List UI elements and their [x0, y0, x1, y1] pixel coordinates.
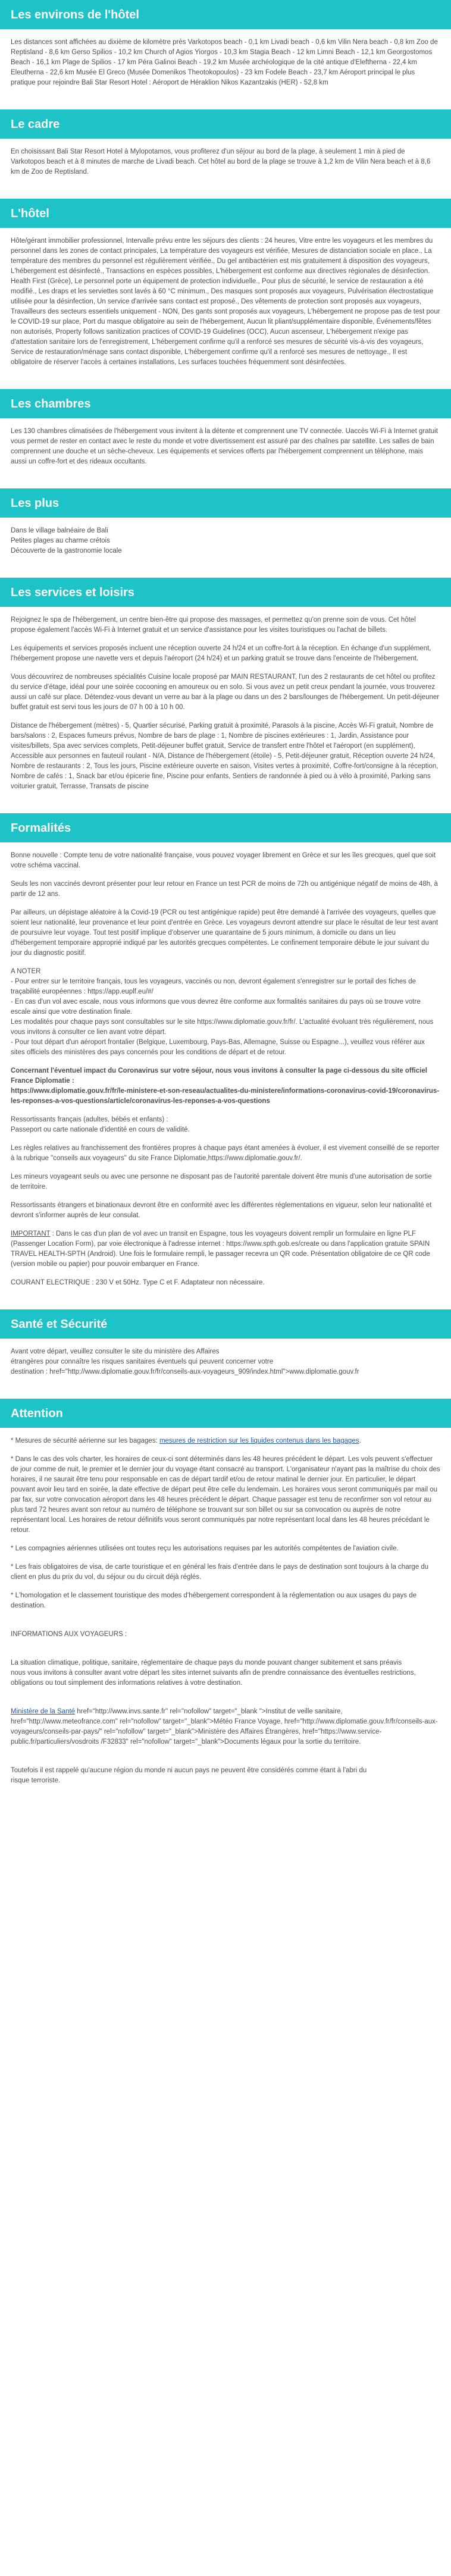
section-text: En choisissant Bali Star Resort Hotel à Mylopotamos, vous profiterez d'un séjour au bord de la plage, à seulement 1 min à pied de Varkotopos beach et à 8 minutes de marche de Livadi beach. Cet hôtel au bord de la plage se trouve à 1,2 km de Vilin Nera beach et à 8,6 km de Zoo de Reptisland. [11, 148, 431, 176]
section-title: Les plus [0, 488, 451, 518]
section-paragraph: Ressortissants étrangers et binationaux devront être en conformité avec les différentes réglementations en vigueur, selon leur nationalité et devront s'informer auprès de leur consulat. [11, 1202, 432, 1219]
section-paragraph: Les mineurs voyageant seuls ou avec une personne ne disposant pas de l'autorité parentale doivent être munis d'une autorisation de sortie de territoire. [11, 1173, 432, 1190]
section-text: Hôte/gérant immobilier professionnel, Intervalle prévu entre les séjours des clients : 24 heures, Vitre entre les voyageurs et les membres du personnel dans les zones de contact principales, La température des voyageurs est vérifiée, Mesures de distanciation sociale en place., La température des membres du personnel est régulièrement vérifiée., Du gel antibactérien est mis gratuitement à disposition des voyageurs, L'hébergement est désinfecté., Transactions en espèces possibles, L'hébergement est conforme aux directives régionales de désinfection. Health First (Grèce), Le personnel porte un équipement de protection individuelle., Pour plus de sécurité, le service de restauration a été modifié., Les draps et les serviettes sont lavés à 60 °C minimum., Des masques sont proposés aux voyageurs, Pulvérisation électrostatique utilisée pour la désinfection, Un service d'arrivée sans contact est proposé., Des vêtements de protection sont proposés aux voyageurs, Travailleurs des secteurs essentiels uniquement - NON, Des gants sont proposés aux voyageurs, L'hébergement ne propose pas de test pour le COVID-19 sur place, Port du masque obligatoire au sein de l'hébergement, Aucun lit pliant/supplémentaire disponible, Événements/fêtes non autorisés, Property follows sanitization practices of COVID-19 Guidelines (OCC), Aucun ascenseur, L'hébergement n'exige pas d'attestation sanitaire lors de l'enregistrement, L'hébergement confirme qu'il a renforcé ses mesures de sécurité vis-à-vis des voyageurs, Service de restauration/ménage sans contact disponible, L'hébergement confirme qu'il a renforcé ses mesures de nettoyage., Il est obligatoire de réserver l'accès à certaines installations, Les surfaces touchées fréquemment sont désinfectées. [11, 237, 440, 366]
section-text: Les distances sont affichées au dixième de kilomètre près Varkotopos beach - 0,1 km Livadi beach - 0,6 km Vilin Nera beach - 0,8 km Zoo de Reptisland - 8,6 km Gerso Spilios - 10,2 km Church of Agios Yiorgos - 10,3 km Stagia Beach - 12 km Limni Beach - 12,1 km Georgostomos Beach - 16,1 km Plage de Spilios - 17 km Péra Galinoi Beach - 19,2 km Musée archéologique de la cité antique d'Eleftherna - 22,4 km Eleutherna - 22,6 km Musée El Greco (Musée Domenikos Theotokopoulos) - 23 km Fodele Beach - 23,7 km Aéroport principal le plus pratique pour rejoindre Bali Star Resort Hotel : Aéroport de Héraklion Nikos Kazantzakis (HER) - 52,8 km [11, 39, 438, 86]
final-line: risque terroriste. [11, 1777, 61, 1784]
section-hotel [0, 199, 451, 387]
sante-line: Avant votre départ, veuillez consulter le site du ministère des Affaires [11, 1348, 220, 1355]
info-line: nous vous invitons à consulter avant votre départ les sites internet suivants afin de prendre connaissance des éventuelles restrictions, obligations ou tout simplement des informations relatives à votre destination. [11, 1669, 416, 1687]
note-item: - En cas d'un vol avec escale, nous vous informons que vous devrez être conforme aux formalités sanitaires du pays où se trouve votre escale ainsi que votre destination finale. [11, 998, 421, 1016]
links-text: href="http://www.invs.sante.fr" rel="nofollow" target="_blank ">Institut de veille sanitaire, href="http://www.meteofrance.com" rel="nofollow" target="_blank">Météo France Voyage, href="http://www.diplomatie.gouv.fr/fr/conseils-aux-voyageurs/conseils-par-pays/" rel="nofollow" target="_blank">Ministère des Affaires Étrangères, href="https://www.service-public.fr/particuliers/vosdroits /F32833" rel="nofollow" target="_blank">Documents légaux pour la sortie du territoire. [11, 1708, 438, 1745]
section-plus [0, 488, 451, 575]
section-title: Formalités [0, 813, 451, 842]
section-title: Attention [0, 1399, 451, 1428]
section-cadre [0, 109, 451, 196]
sante-line: destination : href="http://www.diplomatie.gouv.fr/fr/conseils-aux-voyageurs_909/index.html">www.diplomatie.gouv.fr [11, 1368, 359, 1375]
note-item: Les modalités pour chaque pays sont consultables sur le site https://www.diplomatie.gouv.fr/fr/. L'actualité évoluant très régulièrement, nous vous invitons à consulter ce lien avant votre départ. [11, 1019, 434, 1036]
important-label: IMPORTANT [11, 1230, 51, 1237]
section-paragraph: Les règles relatives au franchissement des frontières propres à chaque pays étant amenées à évoluer, il est vivement conseillé de se reporter à la rubrique "conseils aux voyageurs" du site France Diplomatie,https://www.diplomatie.gouv.fr/. [11, 1145, 440, 1162]
section-attention [0, 1399, 451, 1805]
section-paragraph: Les équipements et services proposés incluent une réception ouverte 24 h/24 et un coffre-fort à la réception. En échange d'un supplément, l'hébergement propose une navette vers et depuis l'aéroport (24 h/24) et un parking gratuit se trouve dans l'enceinte de l'hébergement. [11, 645, 431, 662]
list-item: Découverte de la gastronomie locale [11, 547, 122, 554]
courant-electrique: COURANT ELECTRIQUE : 230 V et 50Hz. Type C et F. Adaptateur non nécessaire. [11, 1279, 265, 1286]
section-paragraph: Seuls les non vaccinés devront présenter pour leur retour en France un test PCR de moins de 72h ou antigénique négatif de moins de 48h, à partir de 12 ans. [11, 880, 438, 898]
list-item: Dans le village balnéaire de Bali [11, 527, 108, 534]
ressortissants-text: Passeport ou carte nationale d'identité en cours de validité. [11, 1126, 190, 1133]
info-title: INFORMATIONS AUX VOYAGEURS : [11, 1631, 127, 1638]
note-item: - Pour entrer sur le territoire français, tous les voyageurs, vaccinés ou non, devront également s'enregistrer sur le portail des fiches de traçabilité européennes : https://app.euplf.eu/#/ [11, 978, 416, 995]
section-paragraph: Vous découvrirez de nombreuses spécialités Cuisine locale proposé par MAIN RESTAURANT, l'un des 2 restaurants de cet hôtel ou profitez du service d'étage, idéal pour une soirée cocooning en amoureux ou en solo. Si vous avez un petit creux pendant la journée, vous trouverez aussi un café sur place. Détendez-vous devant un verre au bar à la plage ou dans un des 2 bars/lounges de l'hébergement. Un petit-déjeuner buffet gratuit est servi tous les jours de 07 h 00 à 10 h 00. [11, 673, 440, 711]
section-title: Le cadre [0, 109, 451, 139]
section-paragraph: Par ailleurs, un dépistage aléatoire à la Covid-19 (PCR ou test antigénique rapide) peut être demandé à l'arrivée des voyageurs, quelles que soient leur nationalité, leur provenance et leur point d'entrée en Grèce. Les voyageurs devront attendre sur place le résultat de leur test avant de poursuivre leur voyage. Tout test positif implique d'observer une quarantaine de 5 jours minimum, à domicile ou dans un lieu d'hébergement temporaire approprié indiqué par les autorités grecques compétentes. Le confinement temporaire débute le jour suivant du jour du diagnostic positif. [11, 909, 439, 957]
note-title: A NOTER [11, 968, 41, 975]
section-paragraph: Distance de l'hébergement (mètres) - 5, Quartier sécurisé, Parking gratuit à proximité, Parasols à la piscine, Accès Wi-Fi gratuit, Nombre de bars/salons : 2, Espaces fumeurs prévus, Nombre de bars de plage : 1, Nombre de piscines extérieures : 1, Jardin, Assistance pour visites/billets, Spa avec services complets, Petit-déjeuner buffet gratuit, Service de transfert entre l'hôtel et l'aéroport (en supplément), Accessible aux personnes en fauteuil roulant - N/A, Distance de l'hébergement (étoile) - 5, Petit-déjeuner gratuit, Réception ouverte 24 h/24, Nombre de restaurants : 2, Tous les jours, Piscine extérieure ouverte en saison, Visites vertes à proximité, Coffre-fort/consigne à la réception, Nombre de cafés : 1, Snack bar et/ou épicerie fine, Piscine pour enfants, Sentiers de randonnée à pied ou à vélo à proximité, Parking sans voiturier gratuit, Terrasse, Transats de piscine [11, 722, 439, 790]
attention-paragraph: * Les compagnies aériennes utilisées ont toutes reçu les autorisations requises par les autorités compétentes de l'aviation civile. [11, 1545, 399, 1552]
list-item: Petites plages au charme crétois [11, 537, 110, 544]
section-environs [0, 0, 451, 107]
ministere-sante-link[interactable]: Ministère de la Santé [11, 1708, 76, 1715]
liquids-restriction-link[interactable]: mesures de restriction sur les liquides contenus dans les bagages [159, 1437, 359, 1444]
attention-paragraph: * Les frais obligatoires de visa, de carte touristique et en général les frais d'entrée dans le pays de destination sont toujours à la charge du client en plus du prix du vol, du séjour ou du circuit déjà réglés. [11, 1563, 429, 1581]
ressortissants-title: Ressortissants français (adultes, bébés et enfants) : [11, 1116, 168, 1123]
section-sante [0, 1309, 451, 1396]
punct: . [359, 1437, 361, 1444]
covid-link[interactable]: https://www.diplomatie.gouv.fr/fr/le-ministere-et-son-reseau/actualites-du-ministere/informations-coronavirus-covid-19/coronavirus-les-reponses-a-vos-questions/article/coronavirus-les-reponses-a-vos-questions [11, 1088, 440, 1105]
attention-paragraph: * L'homologation et le classement touristique des modes d'hébergement correspondent à la réglementation ou aux usages du pays de destination. [11, 1592, 417, 1609]
security-note: * Mesures de sécurité aérienne sur les bagages: [11, 1437, 159, 1444]
info-line: La situation climatique, politique, sanitaire, réglementaire de chaque pays du monde pouvant changer subitement et sans préavis [11, 1659, 402, 1666]
section-chambres [0, 389, 451, 486]
section-services [0, 578, 451, 811]
section-text: Les 130 chambres climatisées de l'hébergement vous invitent à la détente et comprennent une TV connectée. Uaccès Wi-Fi à Internet gratuit vous permet de rester en contact avec le reste du monde et votre divertissement est assuré par des chaînes par satellite. Les salles de bain comprennent une douche et un sèche-cheveux. Les équipements et services offerts par l'hébergement comprennent un téléphone, mais aussi un coffre-fort et des rideaux occultants. [11, 428, 438, 465]
section-title: Santé et Sécurité [0, 1309, 451, 1339]
section-title: Les environs de l'hôtel [0, 0, 451, 29]
section-title: Les chambres [0, 389, 451, 418]
section-formalites [0, 813, 451, 1307]
note-item: - Pour tout départ d'un aéroport frontalier (Belgique, Luxembourg, Pays-Bas, Allemagne, Suisse ou Espagne...), veuillez vous référer aux sites officiels des ministères des pays concernés pour les conditions de départ et de retour. [11, 1039, 425, 1056]
important-text: : Dans le cas d'un plan de vol avec un transit en Espagne, tous les voyageurs doivent remplir un formulaire en ligne PLF (Passenger Location Form), par voie électronique à l'adresse internet : https://www.spth.gob.es/create ou dans l'application gratuite SPAIN TRAVEL HEALTH-SPTH (Android). Une fois le formulaire rempli, le passager recevra un QR code. Présentation obligatoire de ce QR code (version mobile ou papier) pour pouvoir embarquer en France. [11, 1230, 430, 1268]
attention-paragraph: * Dans le cas des vols charter, les horaires de ceux-ci sont déterminés dans les 48 heures précédent le départ. Les vols peuvent s'effectuer de jour comme de nuit, le premier et le dernier jour du voyage étant consacré au transport. L'organisateur n'ayant pas la maîtrise du choix des horaires, il ne saurait être tenu pour responsable en cas de départ tardif et/ou de retour matinal le dernier jour. En particulier, le départ pouvant avoir lieu tard en soirée, la date effective de départ peut être celle du lendemain. Les horaires vous seront communiqués par mail ou par fax, sur votre convocation aéroport dans les 48 heures précédent le départ. Chaque passager est tenu de reconfirmer son vol retour au plus tard 72 heures avant son retour au numéro de téléphone se trouvant sur son billet ou sur sa convocation ou auprès de notre représentant local. Les horaires de retour définitifs vous seront communiqués par notre représentant local dans les 48 heures précédant le retour. [11, 1456, 440, 1534]
section-title: Les services et loisirs [0, 578, 451, 607]
covid-notice: Concernant l'éventuel impact du Coronavirus sur votre séjour, nous vous invitons à consulter la page ci-dessous du site officiel France Diplomatie : [11, 1067, 427, 1085]
section-title: L'hôtel [0, 199, 451, 228]
sante-line: étrangères pour connaître les risques sanitaires éventuels qui peuvent concerner votre [11, 1358, 274, 1365]
final-line: Toutefois il est rappelé qu'aucune région du monde ni aucun pays ne peuvent être considérés comme étant à l'abri du [11, 1767, 367, 1774]
section-paragraph: Rejoignez le spa de l'hébergement, un centre bien-être qui propose des massages, et permettez qu'on prenne soin de vous. Cet hôtel propose également l'accès Wi-Fi à Internet gratuit et un service d'assistance pour les visites touristiques ou l'achat de billets. [11, 616, 416, 634]
section-paragraph: Bonne nouvelle : Compte tenu de votre nationalité française, vous pouvez voyager librement en Grèce et sur les îles grecques, quel que soit votre schéma vaccinal. [11, 852, 436, 869]
